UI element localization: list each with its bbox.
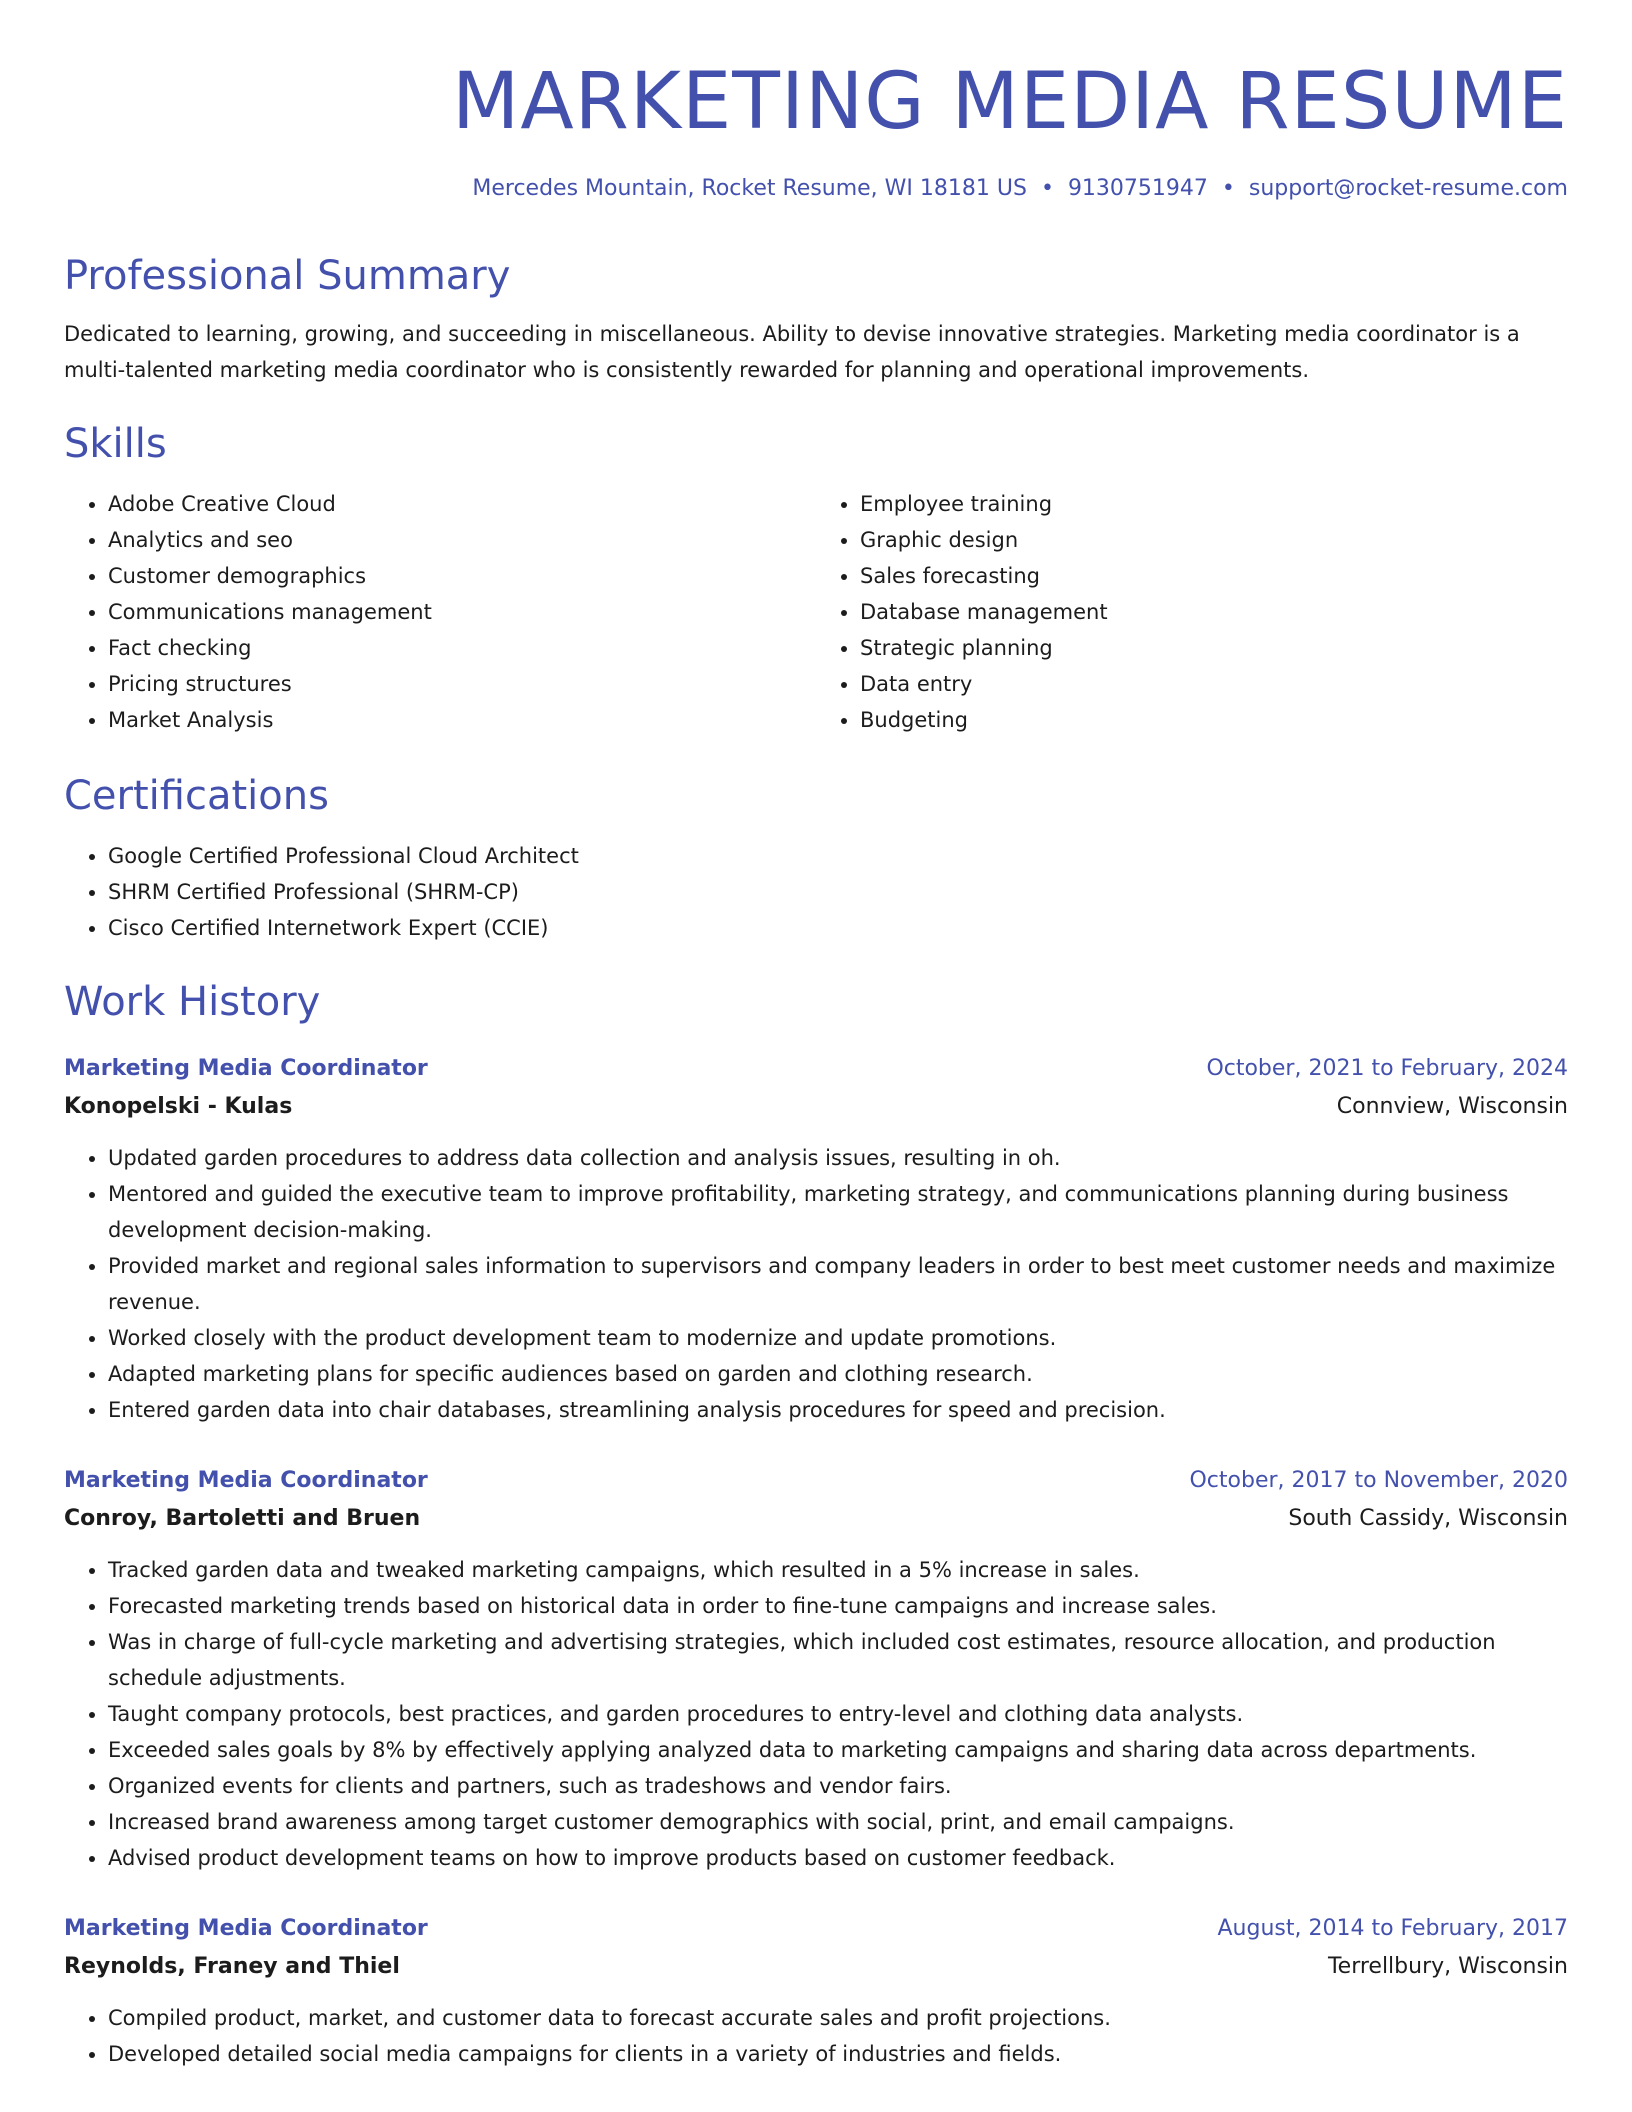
job-dates: October, 2021 to February, 2024 bbox=[1206, 1056, 1568, 1081]
job-company: Conroy, Bartoletti and Bruen bbox=[64, 1506, 421, 1531]
contact-phone: 9130751947 bbox=[1067, 176, 1208, 201]
skill-item: • Communications management bbox=[108, 594, 816, 630]
skill-item: • Strategic planning bbox=[860, 630, 1568, 666]
contact-email: support@rocket-resume.com bbox=[1248, 176, 1568, 201]
job-location: South Cassidy, Wisconsin bbox=[1288, 1506, 1568, 1531]
contact-separator: • bbox=[1040, 176, 1054, 201]
contact-separator: • bbox=[1221, 176, 1235, 201]
skill-item: • Customer demographics bbox=[108, 558, 816, 594]
skill-item: • Market Analysis bbox=[108, 702, 816, 738]
job-role: Marketing Media Coordinator bbox=[64, 1916, 428, 1941]
job-bullet: • Provided market and regional sales information to supervisors and company leaders in order to best meet customer needs and maximize revenue. bbox=[108, 1248, 1568, 1320]
job-bullet: • Entered garden data into chair databases, streamlining analysis procedures for speed and precision. bbox=[108, 1392, 1568, 1428]
job-bullet: • Forecasted marketing trends based on historical data in order to fine-tune campaigns and increase sales. bbox=[108, 1588, 1568, 1624]
skill-item: • Pricing structures bbox=[108, 666, 816, 702]
skill-item: • Data entry bbox=[860, 666, 1568, 702]
skills-heading: Skills bbox=[64, 421, 167, 467]
contact-line bbox=[64, 174, 1568, 204]
skill-item: • Adobe Creative Cloud bbox=[108, 486, 816, 522]
job-company: Reynolds, Franey and Thiel bbox=[64, 1954, 400, 1979]
job-bullet: • Mentored and guided the executive team to improve profitability, marketing strategy, and communications planning during business development decision-making. bbox=[108, 1176, 1568, 1248]
summary-heading: Professional Summary bbox=[64, 253, 511, 299]
job-company-row bbox=[64, 1948, 1568, 1986]
job-bullet: • Developed detailed social media campaigns for clients in a variety of industries and fields. bbox=[108, 2036, 1568, 2072]
job-header-row bbox=[64, 1910, 1568, 1948]
skill-item: • Analytics and seo bbox=[108, 522, 816, 558]
job-bullet: • Advised product development teams on how to improve products based on customer feedback. bbox=[108, 1840, 1568, 1876]
certifications-list bbox=[64, 838, 1568, 946]
skill-item: • Fact checking bbox=[108, 630, 816, 666]
certifications-heading: Certifications bbox=[64, 773, 329, 819]
skill-item: • Employee training bbox=[860, 486, 1568, 522]
job-dates: August, 2014 to February, 2017 bbox=[1217, 1916, 1568, 1941]
skill-item: • Sales forecasting bbox=[860, 558, 1568, 594]
work-history-heading: Work History bbox=[64, 979, 321, 1025]
job-bullet: • Taught company protocols, best practices, and garden procedures to entry-level and clothing data analysts. bbox=[108, 1696, 1568, 1732]
skill-item: • Budgeting bbox=[860, 702, 1568, 738]
job-role: Marketing Media Coordinator bbox=[64, 1056, 428, 1081]
job-location: Terrellbury, Wisconsin bbox=[1327, 1954, 1568, 1979]
job-header-row bbox=[64, 1462, 1568, 1500]
skills-grid bbox=[64, 486, 1568, 738]
job-company-row bbox=[64, 1500, 1568, 1538]
job-bullet: • Adapted marketing plans for specific audiences based on garden and clothing research. bbox=[108, 1356, 1568, 1392]
job-header-row bbox=[64, 1050, 1568, 1088]
job-location: Connview, Wisconsin bbox=[1336, 1094, 1568, 1119]
job-bullet: • Increased brand awareness among target customer demographics with social, print, and email campaigns. bbox=[108, 1804, 1568, 1840]
summary-text: Dedicated to learning, growing, and succeeding in miscellaneous. Ability to devise innovative strategies. Marketing media coordinator is a multi-talented marketing media coordinator who is consistently rewarded for planning and operational improvements. bbox=[64, 322, 1520, 382]
job-bullet: • Exceeded sales goals by 8% by effectively applying analyzed data to marketing campaigns and sharing data across departments. bbox=[108, 1732, 1568, 1768]
job-company-row bbox=[64, 1088, 1568, 1126]
job-bullet: • Compiled product, market, and customer data to forecast accurate sales and profit projections. bbox=[108, 2000, 1568, 2036]
skill-item: • Database management bbox=[860, 594, 1568, 630]
job-entry bbox=[64, 1050, 1568, 1428]
job-bullets bbox=[64, 1552, 1568, 1876]
job-role: Marketing Media Coordinator bbox=[64, 1468, 428, 1493]
job-bullet: • Organized events for clients and partners, such as tradeshows and vendor fairs. bbox=[108, 1768, 1568, 1804]
certification-item: • SHRM Certified Professional (SHRM-CP) bbox=[108, 874, 1568, 910]
skills-right-list bbox=[816, 486, 1568, 738]
job-company: Konopelski - Kulas bbox=[64, 1094, 293, 1119]
job-bullet: • Worked closely with the product development team to modernize and update promotions. bbox=[108, 1320, 1568, 1356]
skill-item: • Graphic design bbox=[860, 522, 1568, 558]
job-entry bbox=[64, 1462, 1568, 1876]
job-bullet: • Was in charge of full-cycle marketing and advertising strategies, which included cost estimates, resource allocation, and production schedule adjustments. bbox=[108, 1624, 1568, 1696]
certification-item: • Cisco Certified Internetwork Expert (CCIE) bbox=[108, 910, 1568, 946]
resume-title: MARKETING MEDIA RESUME bbox=[452, 57, 1568, 147]
job-bullet: • Updated garden procedures to address data collection and analysis issues, resulting in oh. bbox=[108, 1140, 1568, 1176]
job-entry bbox=[64, 1910, 1568, 2072]
skills-left-list bbox=[64, 486, 816, 738]
certification-item: • Google Certified Professional Cloud Architect bbox=[108, 838, 1568, 874]
job-dates: October, 2017 to November, 2020 bbox=[1189, 1468, 1568, 1493]
job-bullets bbox=[64, 2000, 1568, 2072]
job-bullets bbox=[64, 1140, 1568, 1428]
job-bullet: • Tracked garden data and tweaked marketing campaigns, which resulted in a 5% increase in sales. bbox=[108, 1552, 1568, 1588]
contact-address: Mercedes Mountain, Rocket Resume, WI 18181 US bbox=[472, 176, 1027, 201]
